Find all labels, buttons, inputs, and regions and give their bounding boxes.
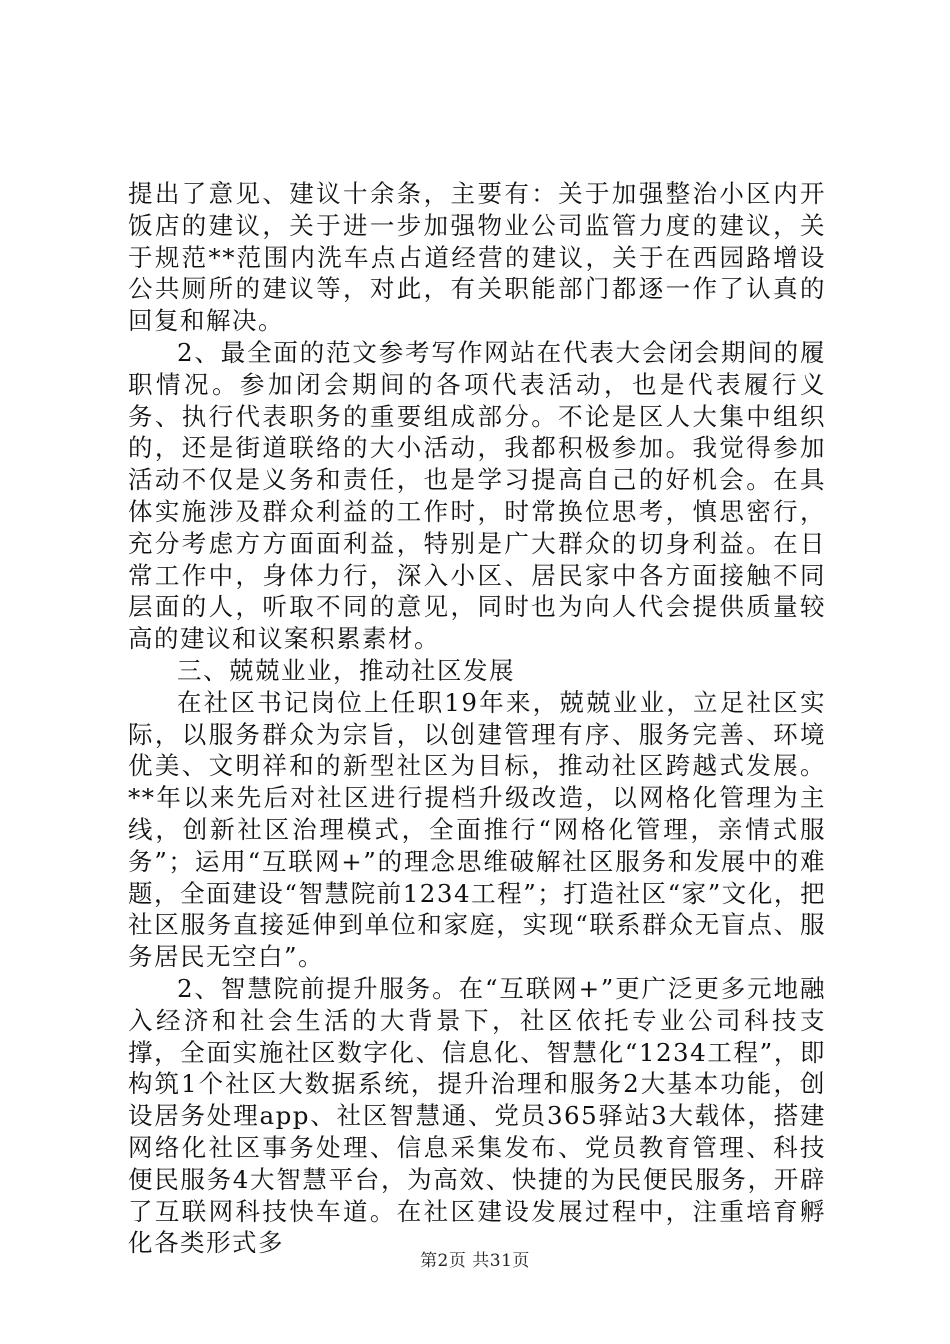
document-body	[128, 178, 826, 1259]
page-footer: 第2页 共31页	[420, 1251, 530, 1271]
section-heading: 三、兢兢业业，推动社区发展	[177, 655, 515, 685]
paragraph-4: 2、智慧院前提升服务。在“互联网+”更广泛更多元地融入经济和社会生活的大背景下，社区依托专业公司科技支撑，全面实施社区数字化、信息化、智慧化“1234工程”，即构筑1个社区大数据系统，提升治理和服务2大基本功能，创设居务处理app、社区智慧通、党员365驿站3大载体，搭建网络化社区事务处理、信息采集发布、党员教育管理、科技便民服务4大智慧平台，为高效、快捷的为民便民服务，开辟了互联网科技快车道。在社区建设发展过程中，注重培育孵化各类形式多	[128, 973, 826, 1258]
paragraph-3: 在社区书记岗位上任职19年来，兢兢业业，立足社区实际，以服务群众为宗旨，以创建管理有序、服务完善、环境优美、文明祥和的新型社区为目标，推动社区跨越式发展。**年以来先后对社区进行提档升级改造，以网格化管理为主线，创新社区治理模式，全面推行“网格化管理，亲情式服务”；运用“互联网+”的理念思维破解社区服务和发展中的难题，全面建设“智慧院前1234工程”；打造社区“家”文化，把社区服务直接延伸到单位和家庭，实现“联系群众无盲点、服务居民无空白”。	[128, 687, 826, 972]
paragraph-1: 提出了意见、建议十余条，主要有：关于加强整治小区内开饭店的建议，关于进一步加强物业公司监管力度的建议，关于规范**范围内洗车点占道经营的建议，关于在西园路增设公共厕所的建议等，对此，有关职能部门都逐一作了认真的回复和解决。	[128, 179, 826, 336]
paragraph-2: 2、最全面的范文参考写作网站在代表大会闭会期间的履职情况。参加闭会期间的各项代表活动，也是代表履行义务、执行代表职务的重要组成部分。不论是区人大集中组织的，还是街道联络的大小活动，我都积极参加。我觉得参加活动不仅是义务和责任，也是学习提高自己的好机会。在具体实施涉及群众利益的工作时，时常换位思考，慎思密行，充分考虑方方面面利益，特别是广大群众的切身利益。在日常工作中，身体力行，深入小区、居民家中各方面接触不同层面的人，听取不同的意见，同时也为向人代会提供质量较高的建议和议案积累素材。	[128, 337, 826, 654]
